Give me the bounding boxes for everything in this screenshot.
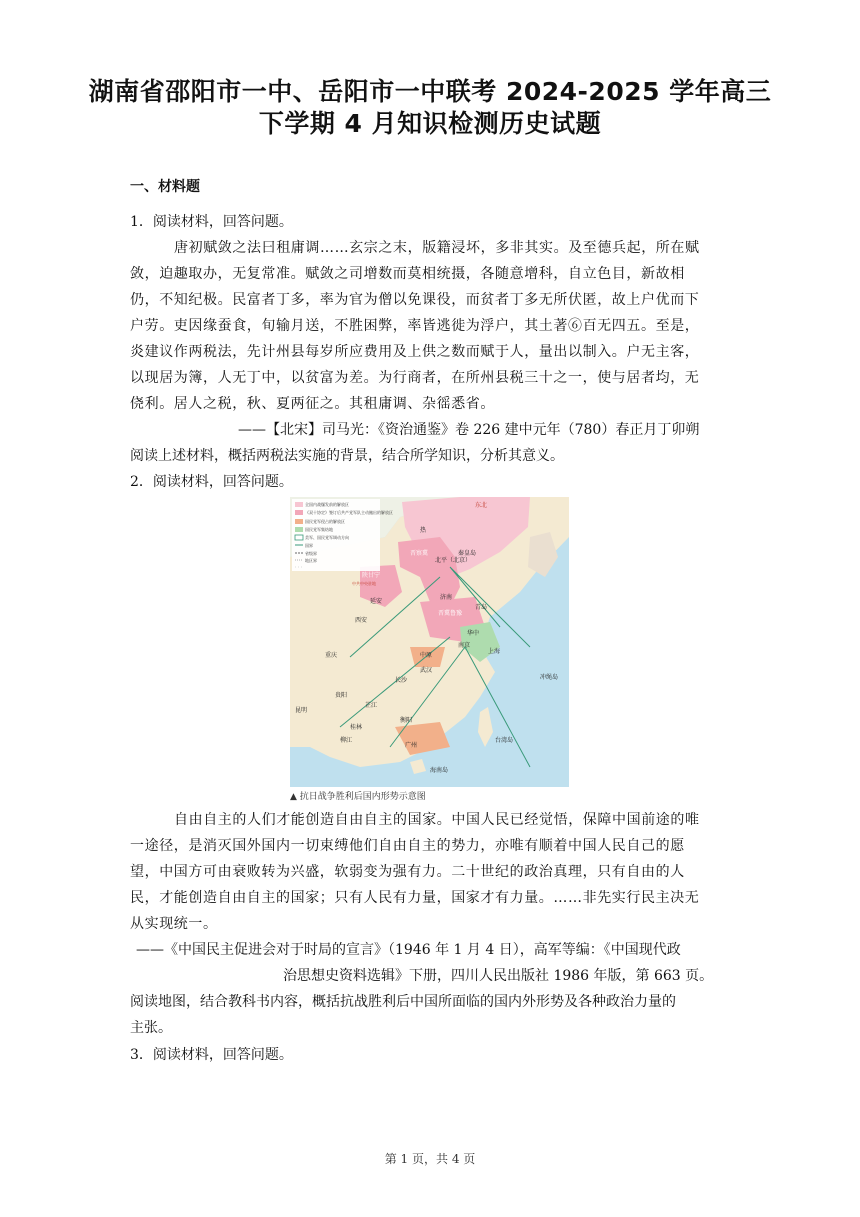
legend-label: 地区界 xyxy=(305,558,317,563)
map-place-label: 东北 xyxy=(475,502,488,509)
map-place-label: 桂林 xyxy=(350,724,363,731)
map-place-label: 柳江 xyxy=(340,737,353,744)
q2-question-line1: 阅读地图，结合教科书内容，概括抗战胜利后中国所面临的国内外形势及各种政治力量的 xyxy=(130,994,676,1010)
map-place-label: 晋冀鲁豫 xyxy=(438,610,463,617)
map-place-label: 重庆 xyxy=(325,652,338,659)
map-place-label: 武汉 xyxy=(420,667,433,674)
q1-material-line: 户劳。吏因缘蚕食，旬输月送，不胜困弊，率皆逃徙为浮户，其土著⑥百无四五。至是， xyxy=(130,318,700,334)
q1-material-line: 敛，迫趣取办，无复常准。赋敛之司增数而莫相统摄，各随意增科，自立色目，新故相 xyxy=(130,266,685,282)
legend-swatch xyxy=(295,519,303,524)
section-heading: 一、材料题 xyxy=(130,179,200,195)
document-title-line1: 湖南省邵阳市一中、岳阳市一中联考 2024-2025 学年高三 xyxy=(88,77,772,106)
map-place-label: 长沙 xyxy=(395,677,408,684)
map-place-label: 广州 xyxy=(405,742,418,749)
q1-material-line: 炎建议作两税法，先计州县每岁所应费用及上供之数而赋于人，量出以制入。户无主客， xyxy=(130,344,700,360)
map-place-label: 台湾岛 xyxy=(495,737,514,744)
map-place-label: 冲绳岛 xyxy=(540,674,559,681)
map-place-label: 华中 xyxy=(467,630,480,637)
legend-label: 省级界 xyxy=(305,551,317,556)
legend-label: 国民党军侵占的解放区 xyxy=(305,519,345,524)
q1-material-line: 侥利。居人之税，秋、夏两征之。其租庸调、杂徭悉省。 xyxy=(130,396,495,412)
map-place-label: 上海 xyxy=(488,648,501,655)
document-title-line2: 下学期 4 月知识检测历史试题 xyxy=(258,109,602,138)
map-place-label: 芷江 xyxy=(365,702,378,709)
q1-source: ——【北宋】司马光：《资治通鉴》卷 226 建中元年（780）春正月丁卯朔 xyxy=(238,422,700,438)
map-place-label: 济南 xyxy=(440,594,453,601)
map-place-label: 中原 xyxy=(420,652,433,659)
situation-map xyxy=(290,497,569,787)
q2-material-line: 民，才能创造自由自主的国家；只有人民有力量，国家才有力量。……非先实行民主决无 xyxy=(130,890,700,906)
map-place-label: 晋察冀 xyxy=(410,550,429,557)
map-place-label: 延安 xyxy=(370,598,383,605)
map-place-label: 昆明 xyxy=(295,707,308,714)
q2-material-line: 一途径，是消灭国外国内一切束缚他们自由自主的势力，亦唯有顺着中国人民自己的愿 xyxy=(130,838,685,854)
q2-material-line: 从实现统一。 xyxy=(130,916,218,932)
legend-label: 《双十协定》签订后共产党军队主动撤出的解放区 xyxy=(305,510,393,515)
map-place-label: 热 xyxy=(420,527,427,534)
legend-label: 美军、国民党军调动方向 xyxy=(305,535,349,540)
map-place-label: 贵阳 xyxy=(335,692,348,699)
legend-swatch xyxy=(295,527,303,532)
legend-swatch xyxy=(295,510,303,515)
legend-label: 国界 xyxy=(305,543,313,548)
q1-material-line: 唐初赋敛之法曰租庸调……玄宗之末，版籍浸坏，多非其实。及至德兵起，所在赋 xyxy=(174,240,700,256)
map-place-label: 青岛 xyxy=(475,604,488,611)
q1-prompt: 1．阅读材料，回答问题。 xyxy=(130,214,293,230)
q2-material-line: 望，中国方可由衰败转为兴盛，软弱变为强有力。二十世纪的政治真理，只有自由的人 xyxy=(130,864,685,880)
map-place-label: 海南岛 xyxy=(430,767,449,774)
q2-material-line: 自由自主的人们才能创造自由自主的国家。中国人民已经觉悟，保障中国前途的唯 xyxy=(174,812,700,828)
map-place-label: 秦皇岛 xyxy=(458,550,477,557)
map-place-label: 陕甘宁 xyxy=(362,572,381,579)
page-footer: 第 1 页，共 4 页 xyxy=(384,1152,476,1166)
q1-material-line: 以现居为簿，人无丁中，以贫富为差。为行商者，在所州县税三十之一，使与居者均，无 xyxy=(130,370,700,386)
map-place-label: 中共中央驻地 xyxy=(352,581,376,586)
map-place-label: 北平（北京） xyxy=(435,557,472,564)
legend-swatch xyxy=(295,502,303,507)
q1-question: 阅读上述材料，概括两税法实施的背景，结合所学知识，分析其意义。 xyxy=(130,448,564,464)
q2-source-line1: ——《中国民主促进会对于时局的宣言》（1946 年 1 月 4 日），高军等编：《中国现代政 xyxy=(136,942,681,958)
legend-swatch xyxy=(295,535,303,540)
map-place-label: 南京 xyxy=(458,642,471,649)
q2-question-line2: 主张。 xyxy=(130,1020,172,1036)
q2-prompt: 2．阅读材料，回答问题。 xyxy=(130,474,293,490)
q1-material-line: 仍，不知纪极。民富者丁多，率为官为僧以免课役，而贫者丁多无所伏匿，故上户优而下 xyxy=(130,292,700,308)
map-caption: ▲ 抗日战争胜利后国内形势示意图 xyxy=(290,792,426,802)
map-place-label: 衡阳 xyxy=(400,717,413,724)
q2-source-line2: 治思想史资料选辑》下册，四川人民出版社 1986 年版，第 663 页。 xyxy=(283,968,714,984)
legend-label: 国民党军集结地 xyxy=(305,527,333,532)
q3-prompt: 3．阅读材料，回答问题。 xyxy=(130,1047,293,1063)
map-place-label: 西安 xyxy=(355,617,368,624)
legend-label: 全国内战爆发前的解放区 xyxy=(305,502,349,507)
